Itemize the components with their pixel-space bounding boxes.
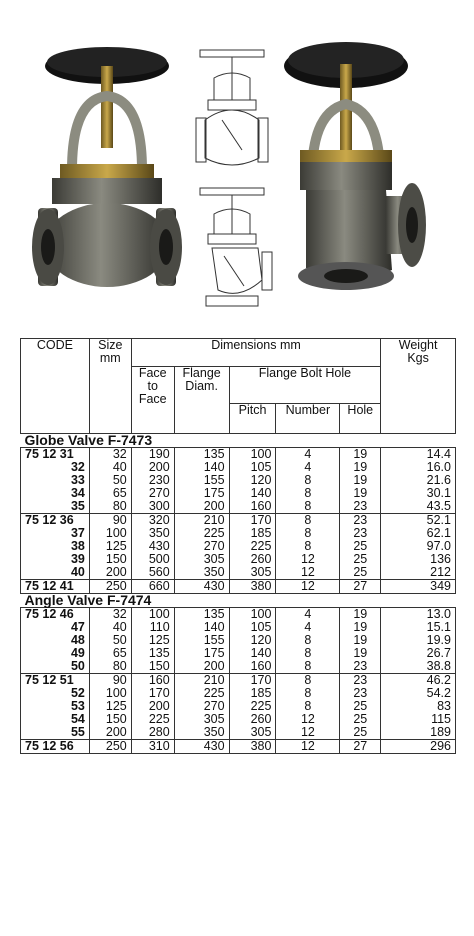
size-value: 80	[112, 659, 127, 673]
size-value: 90	[112, 673, 127, 687]
number-value: 12	[300, 565, 315, 579]
pitch-value: 100	[250, 447, 272, 461]
weight-value: 349	[430, 579, 451, 593]
header-weight: Weight Kgs	[381, 339, 456, 434]
weight-value: 212	[430, 565, 451, 579]
size-value: 100	[105, 686, 127, 700]
hole-value: 23	[353, 513, 368, 527]
hole-value: 25	[353, 725, 368, 739]
pitch-value: 185	[250, 526, 272, 540]
code-suffix: 49	[70, 646, 85, 660]
face-to-face-value: 110	[149, 620, 170, 634]
weight-value: 26.7	[426, 646, 451, 660]
number-value: 8	[304, 499, 312, 513]
weight-value: 19.9	[426, 633, 451, 647]
face-to-face-value: 135	[148, 646, 170, 660]
code-suffix: 55	[70, 725, 85, 739]
valve-spec-table	[20, 338, 456, 754]
face-to-face-value: 660	[148, 579, 170, 593]
number-cell	[276, 608, 340, 674]
pitch-cell	[229, 674, 276, 740]
number-cell	[276, 674, 340, 740]
code-suffix: 39	[70, 552, 85, 566]
pitch-value: 170	[250, 513, 272, 527]
code-suffix: 40	[70, 565, 85, 579]
face-to-face-value: 225	[148, 712, 170, 726]
flange-diam-cell	[174, 448, 229, 514]
face-to-face-value: 280	[148, 725, 170, 739]
code-suffix: 41	[59, 579, 74, 593]
hole-cell	[340, 580, 381, 594]
header-flange-bolt-hole: Flange Bolt Hole	[229, 367, 381, 404]
face-to-face-value: 430	[148, 539, 170, 553]
size-value: 80	[112, 499, 127, 513]
flange-diam-value: 175	[203, 486, 225, 500]
hole-value: 23	[353, 673, 368, 687]
number-value: 8	[304, 686, 312, 700]
size-cell	[89, 740, 131, 754]
pitch-value: 170	[250, 673, 272, 687]
table-row	[21, 448, 456, 514]
flange-diam-value: 430	[203, 739, 225, 753]
code-suffix: 31	[59, 447, 74, 461]
header-dimensions: Dimensions mm	[131, 339, 381, 367]
code-cell	[21, 448, 90, 514]
flange-diam-cell	[174, 740, 229, 754]
face-to-face-cell	[131, 448, 174, 514]
flange-diam-value: 270	[203, 539, 225, 553]
face-to-face-value: 125	[148, 633, 170, 647]
code-prefix: 75 12	[25, 673, 57, 687]
flange-diam-value: 350	[203, 565, 225, 579]
pitch-cell	[229, 448, 276, 514]
face-to-face-cell	[131, 608, 174, 674]
hole-value: 25	[353, 565, 368, 579]
hole-value: 19	[353, 620, 368, 634]
number-value: 4	[304, 447, 312, 461]
hole-value: 19	[353, 447, 368, 461]
size-value: 125	[105, 699, 127, 713]
number-value: 12	[300, 579, 315, 593]
size-value: 32	[112, 607, 127, 621]
weight-cell	[381, 580, 456, 594]
size-value: 65	[112, 646, 127, 660]
angle-valve-drawing	[200, 188, 272, 306]
pitch-value: 140	[250, 486, 272, 500]
flange-diam-cell	[174, 674, 229, 740]
table-row	[21, 514, 456, 580]
size-value: 150	[105, 712, 127, 726]
flange-diam-cell	[174, 514, 229, 580]
flange-diam-value: 140	[203, 460, 225, 474]
size-value: 250	[105, 739, 127, 753]
face-to-face-value: 160	[148, 673, 170, 687]
size-value: 200	[105, 725, 127, 739]
hole-cell	[340, 448, 381, 514]
weight-value: 30.1	[426, 486, 451, 500]
weight-value: 13.0	[426, 607, 451, 621]
pitch-cell	[229, 740, 276, 754]
size-value: 125	[105, 539, 127, 553]
weight-value: 62.1	[426, 526, 451, 540]
flange-diam-cell	[174, 580, 229, 594]
section-title-row	[21, 434, 456, 448]
section-title-row	[21, 594, 456, 608]
weight-value: 52.1	[426, 513, 451, 527]
code-suffix: 47	[70, 620, 85, 634]
pitch-value: 225	[250, 699, 272, 713]
table-row	[21, 740, 456, 754]
code-cell	[21, 674, 90, 740]
code-cell	[21, 514, 90, 580]
code-suffix: 50	[70, 659, 85, 673]
pitch-cell	[229, 608, 276, 674]
hole-value: 19	[353, 486, 368, 500]
hole-value: 25	[353, 699, 368, 713]
flange-diam-cell	[174, 608, 229, 674]
globe-valve-drawing	[196, 50, 268, 165]
pitch-value: 105	[250, 620, 272, 634]
code-prefix: 75 12	[25, 447, 57, 461]
number-value: 8	[304, 633, 312, 647]
pitch-cell	[229, 514, 276, 580]
size-value: 250	[105, 579, 127, 593]
face-to-face-value: 300	[148, 499, 170, 513]
weight-value: 38.8	[426, 659, 451, 673]
code-cell	[21, 608, 90, 674]
number-value: 12	[300, 739, 315, 753]
size-cell	[89, 448, 131, 514]
code-suffix: 33	[70, 473, 85, 487]
pitch-value: 305	[250, 565, 272, 579]
hole-value: 25	[353, 539, 368, 553]
pitch-value: 305	[250, 725, 272, 739]
size-value: 40	[112, 460, 127, 474]
header-face-to-face: Face to Face	[131, 367, 174, 434]
pitch-value: 380	[250, 739, 272, 753]
code-suffix: 51	[59, 673, 74, 687]
weight-value: 21.6	[426, 473, 451, 487]
pitch-value: 120	[250, 633, 272, 647]
code-prefix: 75 12	[25, 739, 57, 753]
face-to-face-value: 230	[148, 473, 170, 487]
face-to-face-cell	[131, 674, 174, 740]
face-to-face-value: 150	[148, 659, 170, 673]
number-value: 8	[304, 699, 312, 713]
hole-cell	[340, 674, 381, 740]
hole-cell	[340, 740, 381, 754]
hole-value: 19	[353, 460, 368, 474]
weight-value: 43.5	[426, 499, 451, 513]
weight-value: 46.2	[426, 673, 451, 687]
hole-value: 19	[353, 633, 368, 647]
flange-diam-value: 135	[203, 447, 225, 461]
size-value: 50	[112, 633, 127, 647]
header-number: Number	[276, 404, 340, 434]
pitch-value: 380	[250, 579, 272, 593]
flange-diam-value: 210	[203, 513, 225, 527]
size-value: 200	[105, 565, 127, 579]
code-suffix: 38	[70, 539, 85, 553]
section-title: Angle Valve F-7474	[21, 594, 456, 608]
header-size: Size mm	[89, 339, 131, 434]
size-cell	[89, 608, 131, 674]
flange-diam-value: 430	[203, 579, 225, 593]
angle-valve-photo	[284, 42, 426, 290]
flange-diam-value: 175	[203, 646, 225, 660]
flange-diam-value: 140	[203, 620, 225, 634]
hole-value: 23	[353, 686, 368, 700]
hole-value: 23	[353, 659, 368, 673]
code-suffix: 53	[70, 699, 85, 713]
face-to-face-cell	[131, 514, 174, 580]
face-to-face-value: 500	[148, 552, 170, 566]
face-to-face-cell	[131, 740, 174, 754]
number-cell	[276, 514, 340, 580]
header-code: CODE	[21, 339, 90, 434]
code-cell	[21, 740, 90, 754]
face-to-face-value: 320	[148, 513, 170, 527]
weight-value: 16.0	[426, 460, 451, 474]
code-suffix: 35	[70, 499, 85, 513]
hole-value: 23	[353, 526, 368, 540]
weight-value: 15.1	[426, 620, 451, 634]
number-cell	[276, 448, 340, 514]
pitch-value: 185	[250, 686, 272, 700]
hole-cell	[340, 608, 381, 674]
flange-diam-value: 270	[203, 699, 225, 713]
hole-value: 19	[353, 607, 368, 621]
code-prefix: 75 12	[25, 513, 57, 527]
face-to-face-value: 170	[148, 686, 170, 700]
face-to-face-value: 270	[148, 486, 170, 500]
hole-value: 25	[353, 712, 368, 726]
number-value: 4	[304, 607, 312, 621]
face-to-face-value: 310	[148, 739, 170, 753]
pitch-value: 120	[250, 473, 272, 487]
code-suffix: 46	[59, 607, 74, 621]
size-value: 90	[112, 513, 127, 527]
pitch-value: 100	[250, 607, 272, 621]
code-suffix: 56	[59, 739, 74, 753]
code-suffix: 48	[70, 633, 85, 647]
number-value: 8	[304, 486, 312, 500]
valve-illustration	[0, 0, 474, 336]
number-value: 12	[300, 712, 315, 726]
flange-diam-value: 200	[203, 499, 225, 513]
size-value: 50	[112, 473, 127, 487]
weight-cell	[381, 608, 456, 674]
header-flange-diam: Flange Diam.	[174, 367, 229, 434]
weight-value: 296	[430, 739, 451, 753]
pitch-value: 105	[250, 460, 272, 474]
globe-valve-photo	[32, 47, 182, 287]
code-prefix: 75 12	[25, 579, 57, 593]
weight-value: 136	[430, 552, 451, 566]
code-suffix: 32	[70, 460, 85, 474]
size-value: 32	[112, 447, 127, 461]
flange-diam-value: 155	[203, 633, 225, 647]
code-suffix: 54	[70, 712, 85, 726]
hole-value: 19	[353, 646, 368, 660]
code-suffix: 36	[59, 513, 74, 527]
code-suffix: 34	[70, 486, 85, 500]
flange-diam-value: 350	[203, 725, 225, 739]
face-to-face-value: 200	[148, 460, 170, 474]
size-cell	[89, 514, 131, 580]
pitch-value: 140	[250, 646, 272, 660]
flange-diam-value: 305	[203, 712, 225, 726]
weight-value: 54.2	[426, 686, 451, 700]
size-value: 150	[105, 552, 127, 566]
pitch-value: 160	[250, 499, 272, 513]
weight-value: 97.0	[426, 539, 451, 553]
number-value: 8	[304, 526, 312, 540]
flange-diam-value: 305	[203, 552, 225, 566]
weight-cell	[381, 514, 456, 580]
size-value: 40	[112, 620, 127, 634]
hole-value: 27	[353, 739, 368, 753]
flange-diam-value: 200	[203, 659, 225, 673]
table-row	[21, 608, 456, 674]
pitch-value: 225	[250, 539, 272, 553]
pitch-cell	[229, 580, 276, 594]
number-value: 4	[304, 620, 312, 634]
header-hole: Hole	[340, 404, 381, 434]
flange-diam-value: 225	[203, 526, 225, 540]
hole-value: 27	[353, 579, 368, 593]
size-value: 65	[112, 486, 127, 500]
weight-value: 14.4	[426, 447, 451, 461]
number-value: 8	[304, 646, 312, 660]
face-to-face-value: 350	[148, 526, 170, 540]
face-to-face-value: 100	[148, 607, 170, 621]
weight-cell	[381, 740, 456, 754]
code-prefix: 75 12	[25, 607, 57, 621]
number-value: 4	[304, 460, 312, 474]
header-pitch: Pitch	[229, 404, 276, 434]
code-suffix: 52	[70, 686, 85, 700]
hole-value: 23	[353, 499, 368, 513]
hole-cell	[340, 514, 381, 580]
table-row	[21, 674, 456, 740]
number-value: 12	[300, 725, 315, 739]
face-to-face-value: 560	[148, 565, 170, 579]
pitch-value: 260	[250, 712, 272, 726]
number-value: 12	[300, 552, 315, 566]
size-value: 100	[105, 526, 127, 540]
face-to-face-value: 190	[148, 447, 170, 461]
flange-diam-value: 210	[203, 673, 225, 687]
section-title: Globe Valve F-7473	[21, 434, 456, 448]
weight-cell	[381, 448, 456, 514]
hole-value: 19	[353, 473, 368, 487]
number-value: 8	[304, 673, 312, 687]
flange-diam-value: 225	[203, 686, 225, 700]
number-value: 8	[304, 473, 312, 487]
weight-value: 115	[431, 712, 451, 726]
hole-value: 25	[353, 552, 368, 566]
number-value: 8	[304, 659, 312, 673]
pitch-value: 260	[250, 552, 272, 566]
number-cell	[276, 580, 340, 594]
face-to-face-value: 200	[148, 699, 170, 713]
weight-cell	[381, 674, 456, 740]
weight-value: 83	[437, 699, 451, 713]
code-suffix: 37	[70, 526, 85, 540]
pitch-value: 160	[250, 659, 272, 673]
weight-value: 189	[430, 725, 451, 739]
flange-diam-value: 135	[203, 607, 225, 621]
number-value: 8	[304, 513, 312, 527]
size-cell	[89, 674, 131, 740]
flange-diam-value: 155	[203, 473, 225, 487]
number-cell	[276, 740, 340, 754]
number-value: 8	[304, 539, 312, 553]
